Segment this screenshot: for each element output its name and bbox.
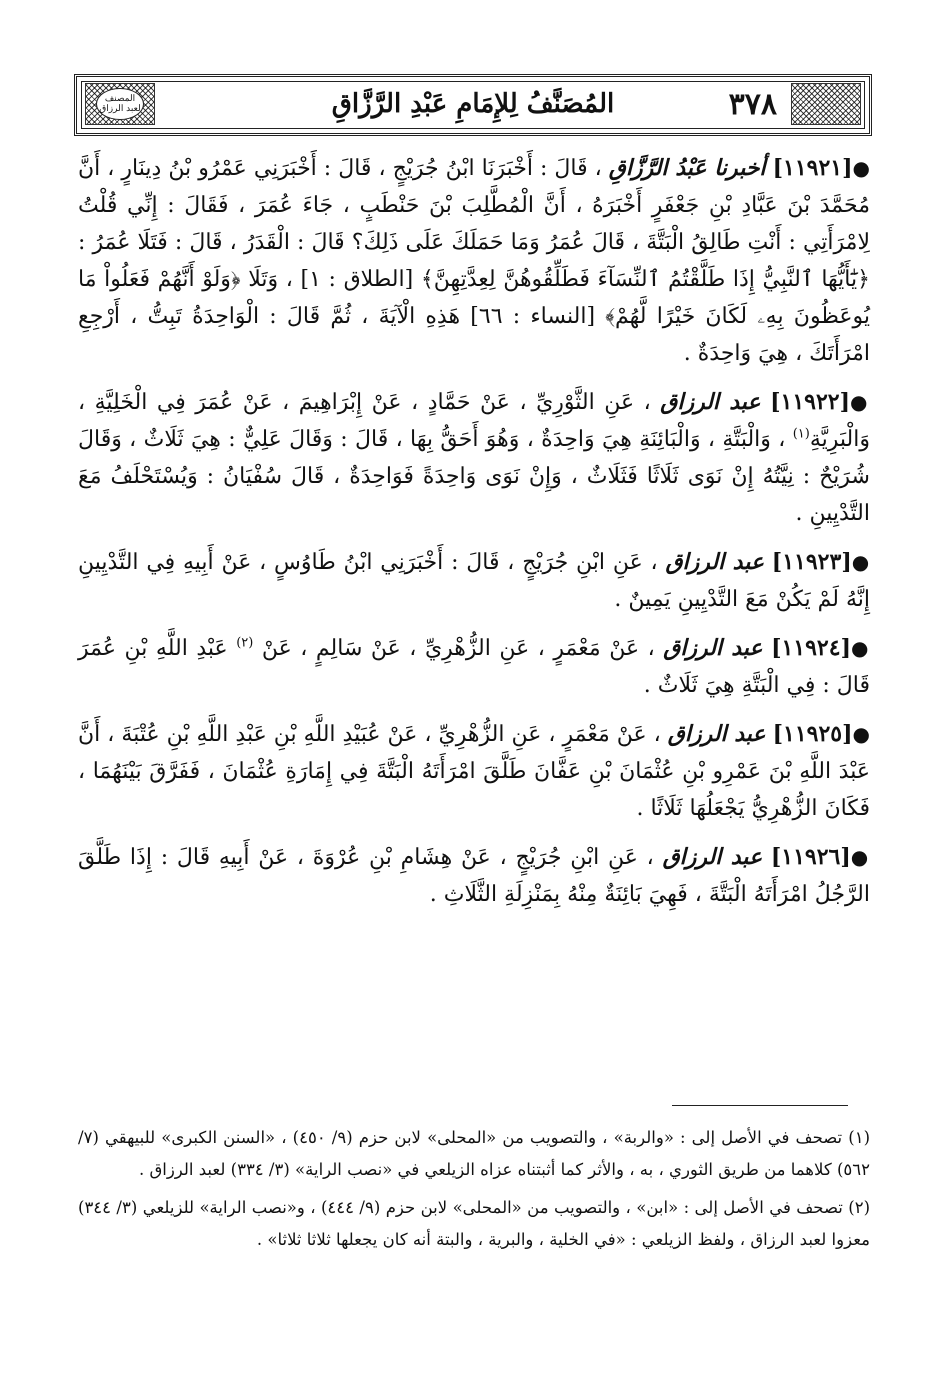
footnote-1 (78, 1122, 870, 1186)
footnote-divider (672, 1105, 848, 1106)
page-header (74, 74, 872, 136)
hadith-number: [١١٩٢٦] (770, 844, 851, 870)
footnotes (78, 1122, 870, 1262)
bullet-icon: ● (851, 636, 870, 660)
hadith-number: [١١٩٢٢] (770, 389, 851, 415)
hadith-lead: عبد الرزاق (667, 721, 766, 747)
running-title: المُصَنَّفُ لِلإِمَامِ عَبْدِ الرَّزَّاقِ (331, 89, 615, 119)
hadith-lead: عبد الرزاق (662, 844, 763, 870)
hadith-11924 (78, 630, 870, 704)
bullet-icon: ● (852, 156, 870, 180)
bullet-icon: ● (851, 550, 870, 574)
footnote-2 (78, 1192, 870, 1256)
footnote-ref-2[interactable]: (٢) (236, 635, 254, 651)
bullet-icon: ● (852, 722, 871, 746)
hadith-text: ، عَنْ مَعْمَرٍ ، عَنِ الزُّهْرِيِّ ، عَنْ عُبَيْدِ اللَّهِ بْنِ عَبْدِ اللَّهِ بْنِ عُتْبَةَ ، أَنَّ عَبْدَ اللَّهِ بْنَ عَمْرِو بْنِ عُثْمَانَ بْنِ عَفَّانَ طَلَّقَ امْرَأَتَهُ الْبَتَّةَ فِي إِمَارَةِ عُثْمَانَ ، فَفَرَّقَ بَيْنَهُمَا ، فَكَانَ الزُّهْرِيُّ يَجْعَلُهَا ثَلَاثًا . (78, 722, 870, 821)
hadith-11923 (78, 544, 870, 618)
hadith-lead: عبد الرزاق (660, 389, 761, 415)
hadith-number: [١١٩٢٤] (771, 635, 851, 661)
hadith-text-part-b: عَبْدِ اللَّهِ بْنِ عُمَرَ قَالَ : فِي الْبَتَّةِ هِيَ ثَلَاثٌ . (78, 636, 870, 698)
page-number: ٣٧٨ (728, 87, 777, 122)
hadith-text-part-a: ، عَنْ مَعْمَرٍ ، عَنِ الزُّهْرِيِّ ، عَنْ سَالِمٍ ، عَنْ (261, 636, 655, 661)
hadith-11925 (78, 716, 870, 827)
footnote-ref-1[interactable]: (١) (792, 426, 810, 442)
footnote-marker: (٢) (848, 1198, 871, 1217)
footnote-text: تصحف في الأصل إلى : «ابن» ، والتصويب من «المحلى» لابن حزم (٩/ ٤٤٤) ، و«نصب الراية» للزيلعي (٣/ ٣٤٤) معزوا لعبد الرزاق ، ولفظ الزيلعي : «في الخلية ، والبرية ، والبتة أنه كان يجعلها ثلاثا ثلاثا» . (78, 1198, 870, 1249)
seal-icon: المصنف لعبد الرزاق (96, 88, 144, 120)
bullet-icon: ● (850, 845, 871, 869)
hadith-11926 (78, 839, 870, 913)
main-text (78, 150, 870, 925)
hadith-11922 (78, 384, 870, 532)
hadith-number: [١١٩٢١] (772, 155, 853, 181)
footnote-marker: (١) (848, 1128, 870, 1147)
hadith-number: [١١٩٢٣] (771, 549, 852, 575)
hadith-text: ، قَالَ : أَخْبَرَنَا ابْنُ جُرَيْجٍ ، قَالَ : أَخْبَرَنِي عَمْرُو بْنُ دِينَارٍ ، أَنَّ مُحَمَّدَ بْنَ عَبَّادِ بْنِ جَعْفَرٍ أَخْبَرَهُ ، أَنَّ الْمُطَّلِبَ بْنَ حَنْطَبٍ ، جَاءَ عُمَرَ ، فَقَالَ : إِنِّي قُلْتُ لِامْرَأَتِي : أَنْتِ طَالِقُ الْبَتَّةَ ، قَالَ عُمَرُ وَمَا حَمَلَكَ عَلَى ذَلِكَ؟ قَالَ : الْقَدَرُ ، قَالَ : فَتَلَا عُمَرُ : ﴿يَٰٓأَيُّهَا ٱلنَّبِيُّ إِذَا طَلَّقْتُمُ ٱلنِّسَآءَ فَطَلِّقُوهُنَّ لِعِدَّتِهِنَّ﴾ [الطلاق : ١] ، وَتَلَا ﴿وَلَوْ أَنَّهُمْ فَعَلُواْ مَا يُوعَظُونَ بِهِۦ لَكَانَ خَيْرًا لَّهُمْ﴾ [النساء : ٦٦] هَذِهِ الْآيَةَ ، ثُمَّ قَالَ : الْوَاحِدَةُ تَبِتُّ ، أَرْجِعِ امْرَأَتَكَ ، هِيَ وَاحِدَةٌ . (78, 156, 870, 366)
hadith-text: ، عَنِ ابْنِ جُرَيْجٍ ، قَالَ : أَخْبَرَنِي ابْنُ طَاوُسٍ ، عَنْ أَبِيهِ فِي التَّدْيِينِ إِنَّهُ لَمْ يَكُنْ مَعَ التَّدْيِينِ يَمِينٌ . (78, 550, 870, 612)
footnote-text: تصحف في الأصل إلى : «والربة» ، والتصويب من «المحلى» لابن حزم (٩/ ٤٥٠) ، «السنن الكبرى» للبيهقي (٧/ ٥٦٢) كلاهما من طريق الثوري ، به ، والأثر كما أثبتناه عزاه الزيلعي في «نصب الراية» (٣/ ٣٣٤) لعبد الرزاق . (78, 1128, 870, 1179)
hadith-number: [١١٩٢٥] (772, 721, 853, 747)
hadith-11921 (78, 150, 870, 372)
bullet-icon: ● (850, 390, 870, 414)
hadith-lead: أخبرنا عَبْدُ الرَّزَّاقِ (608, 155, 766, 181)
hadith-text-part-a: ، عَنِ الثَّوْرِيِّ ، عَنْ حَمَّادٍ ، عَنْ إِبْرَاهِيمَ ، عَنْ عُمَرَ فِي الْخَلِيَّةِ ، وَالْبَرِيَّةِ (78, 390, 870, 452)
hadith-text: ، عَنِ ابْنِ جُرَيْجٍ ، عَنْ هِشَامِ بْنِ عُرْوَةَ ، عَنْ أَبِيهِ قَالَ : إِذَا طَلَّقَ الرَّجُلُ امْرَأَتَهُ الْبَتَّةَ ، فَهِيَ بَائِنَةٌ مِنْهُ بِمَنْزِلَةِ الثَّلَاثِ . (78, 845, 870, 907)
hadith-text-part-b: ، وَالْبَتَّةِ ، وَالْبَائِنَةِ هِيَ وَاحِدَةٌ ، وَهُوَ أَحَقُّ بِهَا ، قَالَ : وَقَالَ عَلِيٌّ : هِيَ ثَلَاثٌ ، وَقَالَ شُرَيْحٌ : نِيَّتُهُ إِنْ نَوَى ثَلَاثًا فَثَلَاثٌ ، وَإِنْ نَوَى وَاحِدَةً فَوَاحِدَةٌ ، قَالَ سُفْيَانُ : وَيُسْتَحْلَفُ مَعَ التَّدْيِينِ . (78, 427, 870, 526)
hadith-lead: عبد الرزاق (663, 635, 763, 661)
hadith-lead: عبد الرزاق (665, 549, 764, 575)
